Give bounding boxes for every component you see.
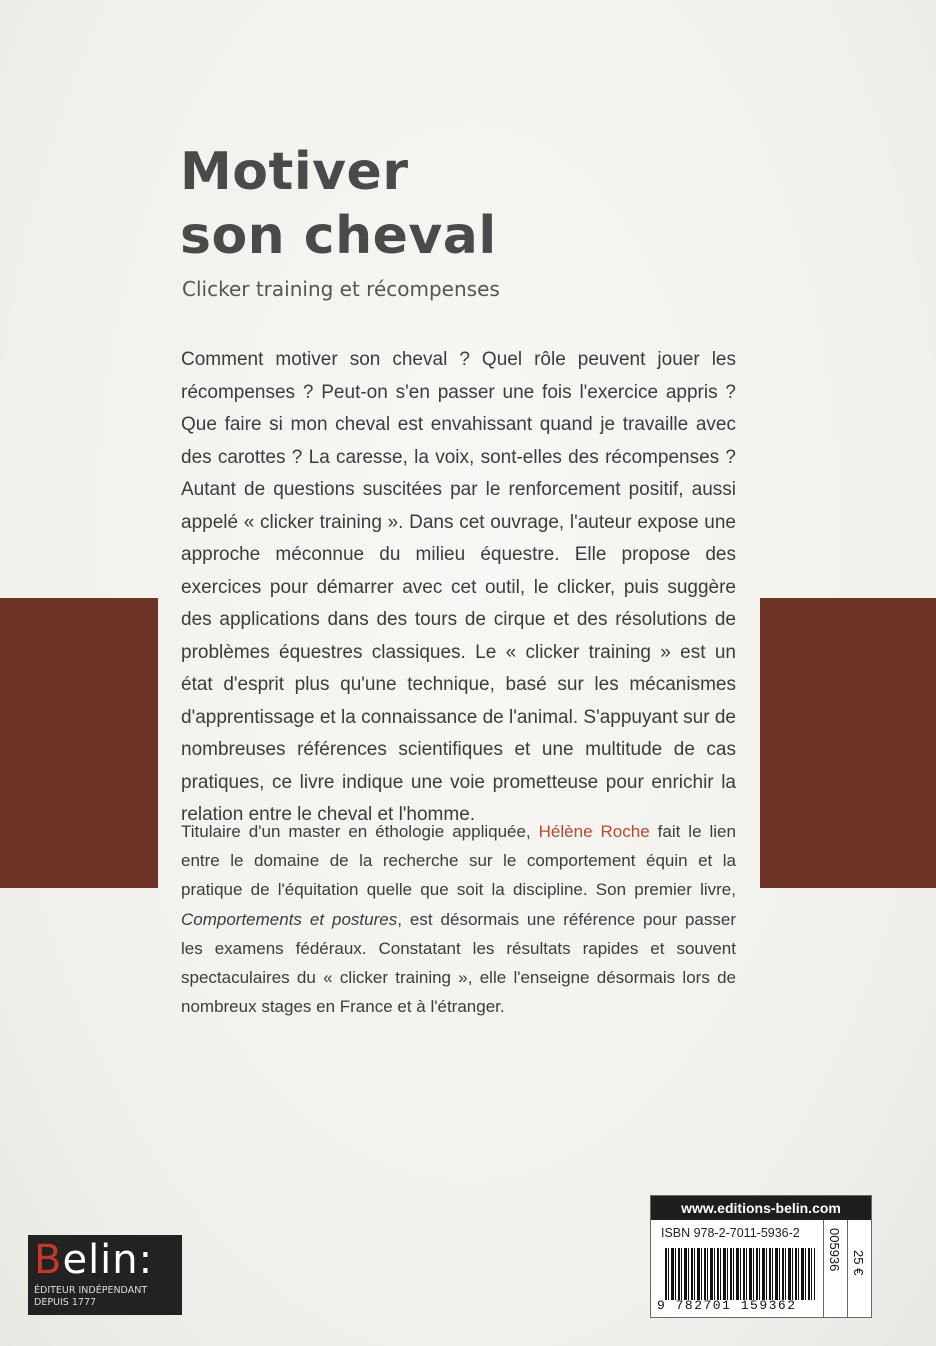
barcode-number: 9 782701 159362: [657, 1298, 797, 1313]
barcode-icon: [665, 1248, 815, 1300]
isbn-label: ISBN 978-2-7011-5936-2: [661, 1226, 800, 1240]
divider: [823, 1220, 824, 1317]
bio-middle: fait le lien entre le domaine de la recherche sur le comportement équin et la pratique de l'équitation quelle que soit la discipline. Son premier livre,: [181, 822, 736, 900]
publisher-logo: [28, 1235, 182, 1315]
publisher-website: www.editions-belin.com: [651, 1196, 871, 1220]
price-label: 25 €: [851, 1250, 866, 1276]
logo-first-letter: B: [34, 1237, 63, 1283]
title-line-2: son cheval: [180, 206, 497, 266]
book-subtitle: Clicker training et récompenses: [182, 277, 500, 301]
logo-tagline-1: ÉDITEUR INDÉPENDANT: [34, 1285, 148, 1296]
bio-end: , est désormais une référence pour passer les examens fédéraux. Constatant les résultats rapides et souvent spectaculaires du « clicker training », elle l'enseigne désormais lors de nombreux stages en France et à l'étranger.: [181, 909, 737, 1017]
book-title: [180, 140, 497, 268]
author-name: Hélène Roche: [538, 822, 650, 841]
bio-intro: Titulaire d'un master en éthologie appliquée,: [181, 822, 531, 841]
decorative-band-left: [0, 598, 158, 888]
bio-book-title: Comportements et postures: [181, 909, 398, 929]
decorative-band-right: [760, 598, 936, 888]
logo-wordmark: [34, 1237, 153, 1283]
barcode-panel: [650, 1195, 872, 1318]
author-bio: [181, 817, 736, 1021]
logo-rest: elin:: [62, 1237, 154, 1283]
divider: [847, 1220, 848, 1317]
description-paragraph: Comment motiver son cheval ? Quel rôle peuvent jouer les récompenses ? Peut-on s'en passer une fois l'exercice appris ? Que faire si mon cheval est envahissant quand je travaille avec des carottes ? La caresse, la voix, sont-elles des récompenses ? Autant de questions suscitées par le renforcement positif, aussi appelé « clicker training ». Dans cet ouvrage, l'auteur expose une approche méconnue du milieu équestre. Elle propose des exercices pour démarrer avec cet outil, le clicker, puis suggère des applications dans des tours de cirque et des résolutions de problèmes équestres classiques. Le « clicker training » est un état d'esprit plus qu'une technique, basé sur les mécanismes d'apprentissage et la connaissance de l'animal. S'appuyant sur de nombreuses références scientifiques et une multitude de cas pratiques, ce livre indique une voie prometteuse pour enrichir la relation entre le cheval et l'homme.: [181, 349, 736, 825]
product-code: 005936: [827, 1228, 842, 1272]
logo-tagline-2: DEPUIS 1777: [34, 1297, 97, 1308]
title-line-1: Motiver: [180, 142, 409, 202]
